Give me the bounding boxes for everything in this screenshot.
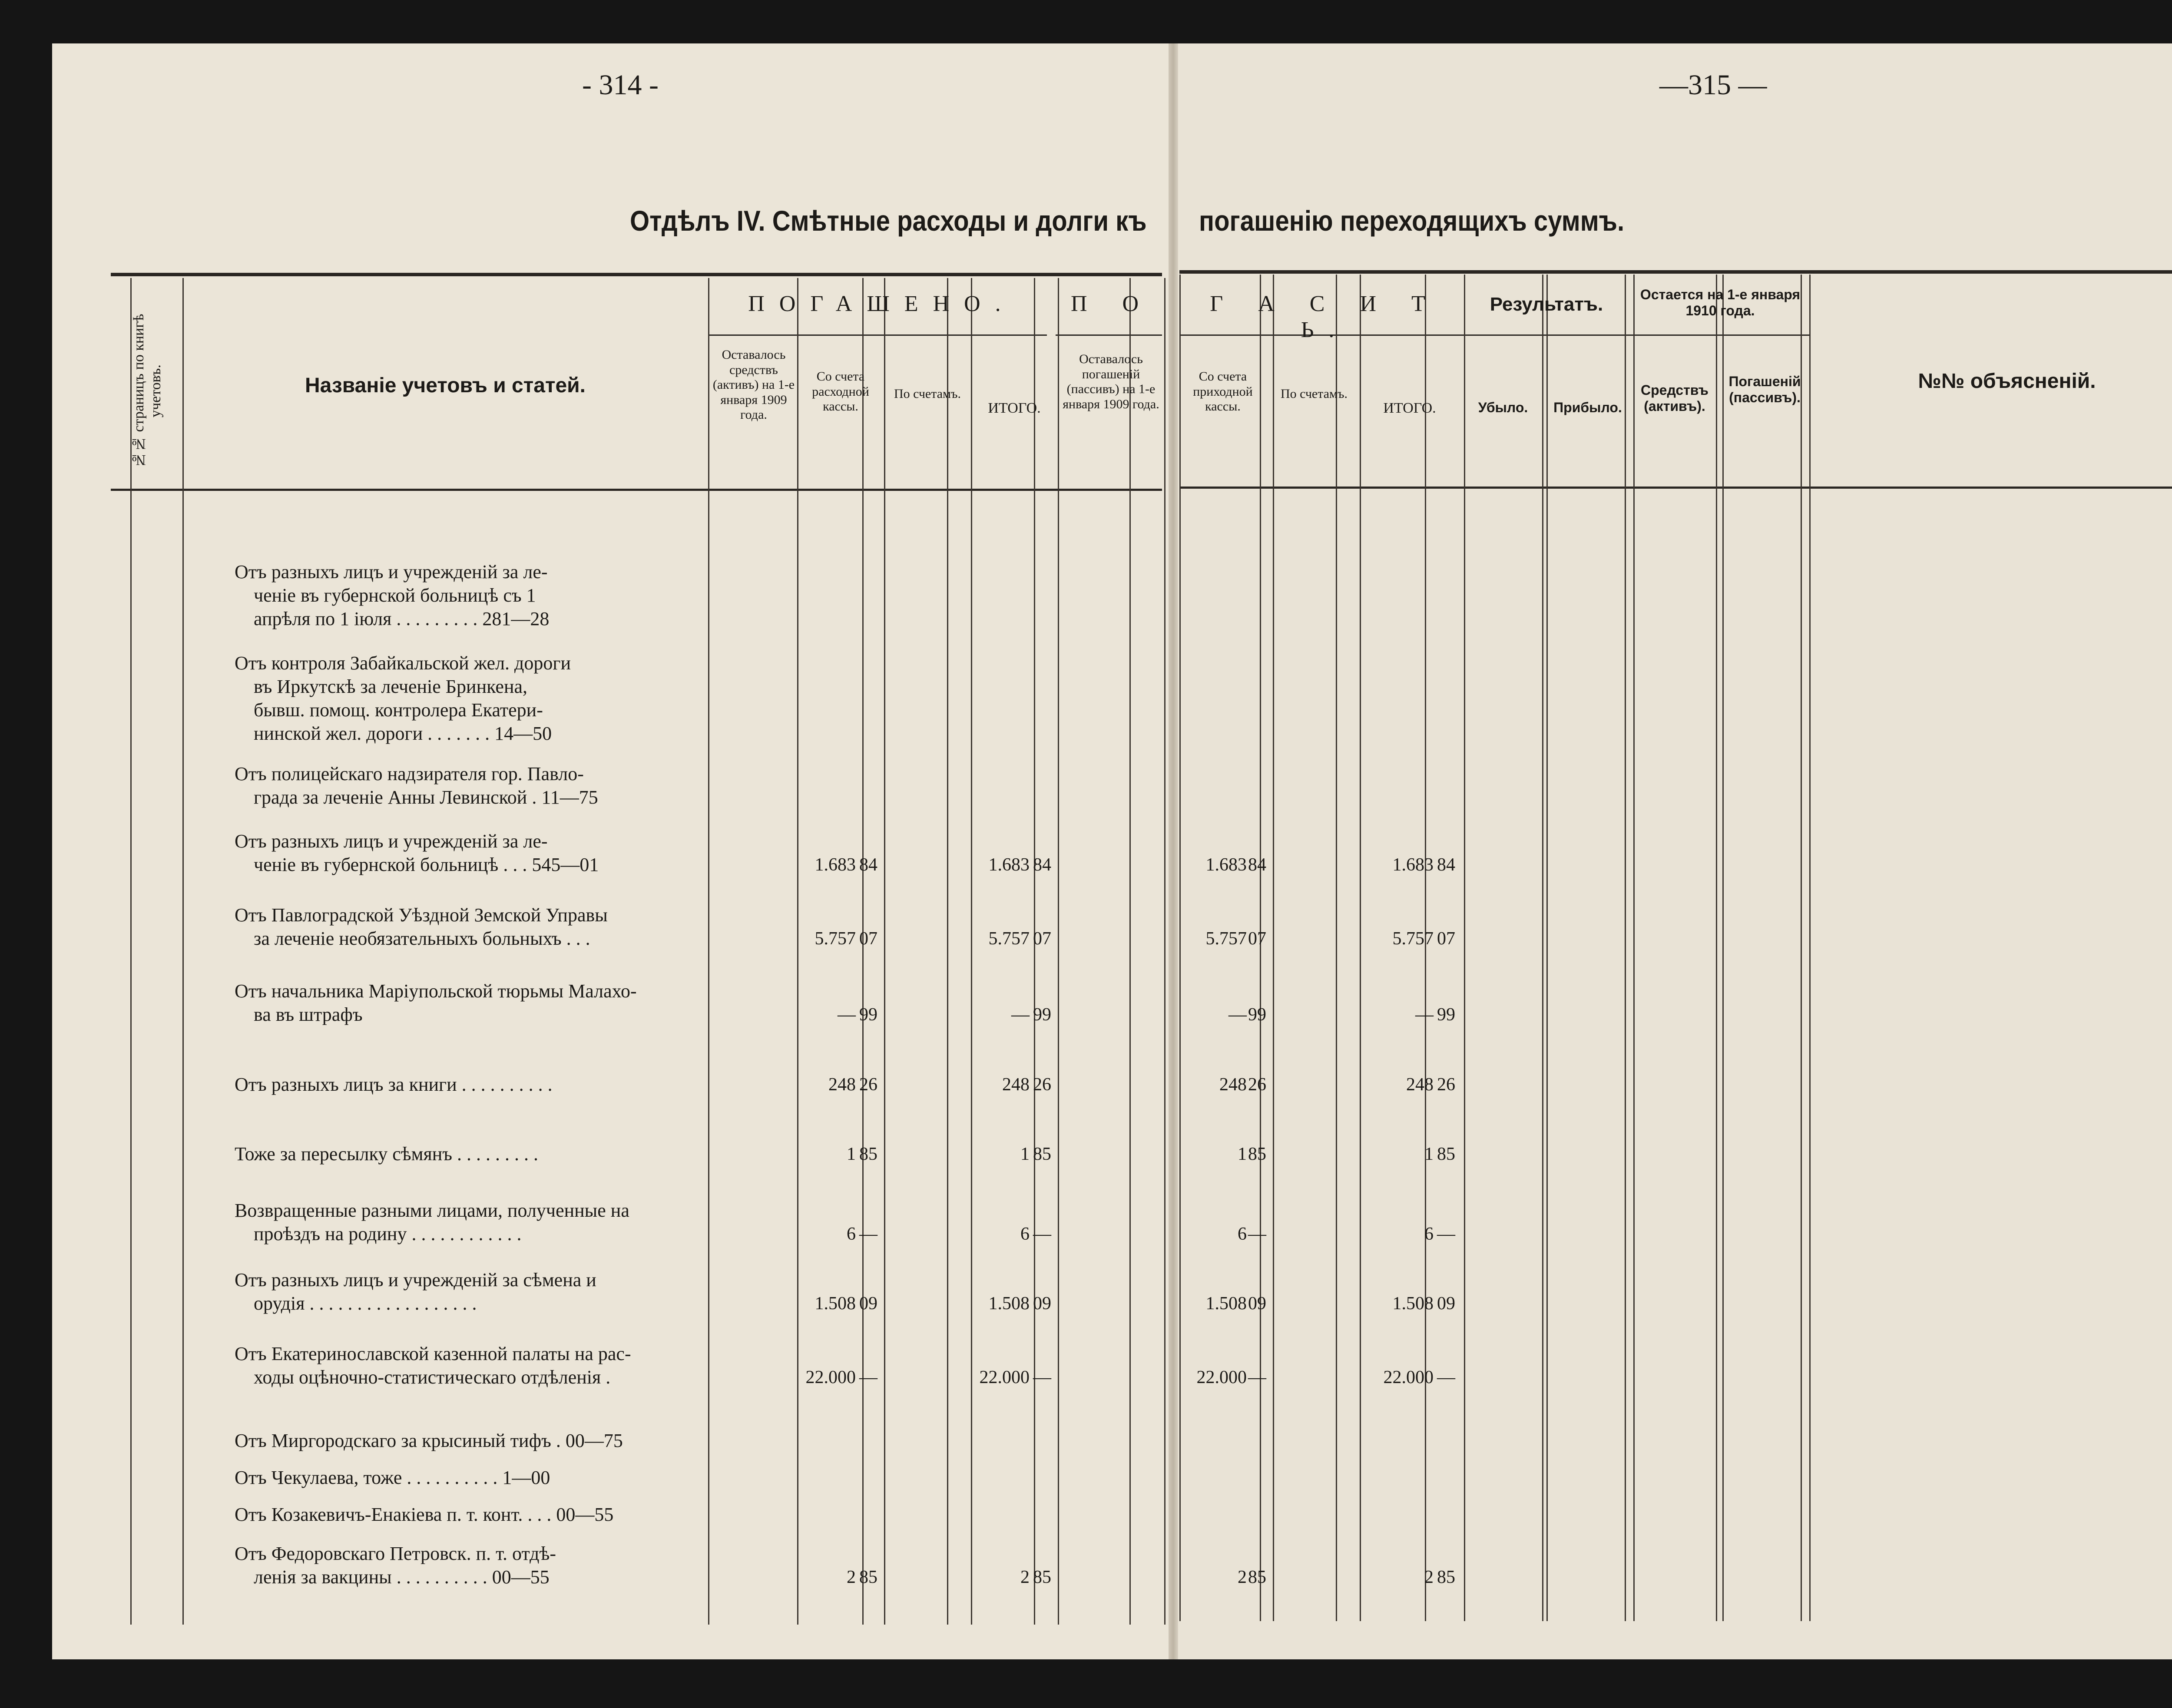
amount-cell: 84 — [1033, 855, 1051, 875]
row-label: Отъ Павлоградской Уѣздной Земской Управы за леченіе необязательныхъ больныхъ . . . — [235, 904, 608, 949]
amount-cell: — — [859, 1367, 877, 1387]
amount-cell: 85 — [1248, 1144, 1266, 1164]
amount-cell: 09 — [1033, 1294, 1051, 1314]
amount-cell: 22.000 — [1383, 1367, 1434, 1387]
grid-line — [1129, 278, 1131, 1625]
header-name: Названіе учетовъ и статей. — [305, 374, 586, 397]
amount-cell: 6 — [847, 1224, 856, 1244]
amount-cell: 1 — [1424, 1144, 1434, 1164]
grid-line — [1034, 278, 1035, 1625]
amount-cell: 6 — [1238, 1224, 1247, 1244]
col-ubylo: Убыло. — [1478, 400, 1528, 415]
amount-cell: 07 — [1437, 929, 1455, 949]
amount-cell: 5.757 — [1205, 929, 1247, 949]
amount-cell: 09 — [859, 1294, 877, 1314]
amount-cell: 85 — [1437, 1567, 1455, 1587]
grid-line — [884, 278, 885, 1625]
title-right: погашенію переходящихъ суммъ. — [1199, 205, 1625, 237]
amount-cell: 248 — [1002, 1075, 1030, 1095]
amount-cell: 2 — [1020, 1567, 1030, 1587]
amount-cell: — — [1248, 1224, 1266, 1244]
amount-cell: 22.000 — [1196, 1367, 1247, 1387]
col-itogo: ИТОГО. — [988, 400, 1041, 416]
amount-cell: 85 — [1033, 1144, 1051, 1164]
amount-cell: 26 — [1033, 1075, 1051, 1095]
row-label: Отъ Козакевичъ-Енакіева п. т. конт. . . . 00—55 — [235, 1504, 614, 1525]
amount-cell: — — [859, 1224, 877, 1244]
col-po-schetam: По счетамъ. — [894, 387, 961, 401]
amount-cell: — — [1248, 1367, 1266, 1387]
grid-line — [1801, 275, 1802, 1621]
amount-cell: 1.683 — [988, 855, 1030, 875]
row-label: Отъ Миргородскаго за крысиный тифъ . 00—75 — [235, 1430, 623, 1451]
amount-cell: 85 — [1437, 1144, 1455, 1164]
col-pogasheniy: Погашеній (пассивъ). — [1728, 374, 1801, 405]
right-page-number: —315 — — [1659, 69, 1767, 101]
amount-cell: 84 — [1437, 855, 1455, 875]
header-remain: Остается на 1-е января 1910 года. — [1640, 287, 1801, 318]
amount-cell: 22.000 — [805, 1367, 856, 1387]
amount-cell: 84 — [1248, 855, 1266, 875]
amount-cell: 2 — [1424, 1567, 1434, 1587]
amount-cell: 6 — [1424, 1224, 1434, 1244]
header-result: Результатъ. — [1490, 294, 1603, 315]
sub-rule-1 — [1056, 334, 1162, 336]
grid-line — [1546, 275, 1548, 1621]
amount-cell: 248 — [1219, 1075, 1247, 1095]
amount-cell: — — [838, 1005, 856, 1025]
top-rule-right — [1179, 270, 2172, 274]
left-page-number: - 314 - — [582, 69, 659, 101]
amount-cell: 07 — [1248, 929, 1266, 949]
row-label: Отъ Чекулаева, тоже . . . . . . . . . . 1—00 — [235, 1467, 550, 1488]
row-label: Отъ разныхъ лицъ за книги . . . . . . . . . . — [235, 1074, 553, 1095]
grid-line — [971, 278, 972, 1625]
amount-cell: 09 — [1248, 1294, 1266, 1314]
amount-cell: 85 — [859, 1144, 877, 1164]
col-po-schetam2: По счетамъ. — [1280, 387, 1348, 401]
grid-line — [1058, 278, 1059, 1625]
grid-line — [182, 278, 184, 1625]
grid-line — [1633, 275, 1635, 1621]
amount-cell: 99 — [1437, 1005, 1455, 1025]
amount-cell: 248 — [1406, 1075, 1434, 1095]
amount-cell: 1 — [1238, 1144, 1247, 1164]
amount-cell: 26 — [1248, 1075, 1266, 1095]
grid-line — [1716, 275, 1717, 1621]
grid-line — [1336, 275, 1337, 1621]
right-page — [1173, 43, 2172, 1659]
amount-cell: 5.757 — [988, 929, 1030, 949]
col-rashod: Со счета расходной кассы. — [812, 369, 869, 414]
amount-cell: 1.508 — [988, 1294, 1030, 1314]
amount-cell: 1.508 — [1205, 1294, 1247, 1314]
amount-cell: 1.683 — [814, 855, 856, 875]
amount-cell: 85 — [1248, 1567, 1266, 1587]
header-pogasheno: ПОГАШЕНО. — [748, 291, 1016, 316]
amount-cell: 85 — [1033, 1567, 1051, 1587]
title-left: Отдѣлъ IV. Смѣтные расходы и долги къ — [630, 205, 1147, 237]
amount-cell: 1.508 — [814, 1294, 856, 1314]
grid-line — [1273, 275, 1274, 1621]
grid-line — [708, 278, 709, 1625]
row-label: Возвращенные разными лицами, полученные на проѣздъ на родину . . . . . . . . . . . . — [235, 1200, 629, 1245]
header-page-ref: №№ страницъ по книгѣ учетовъ. — [131, 314, 164, 468]
grid-line — [797, 278, 798, 1625]
amount-cell: — — [1011, 1005, 1030, 1025]
amount-cell: — — [1033, 1367, 1051, 1387]
header-pogasit-b: Г А С И Т Ь. — [1210, 291, 1440, 342]
amount-cell: 07 — [859, 929, 877, 949]
grid-line — [947, 278, 948, 1625]
amount-cell: 26 — [859, 1075, 877, 1095]
amount-cell: 1.508 — [1392, 1294, 1434, 1314]
row-label: Тоже за пересылку сѣмянъ . . . . . . . . . — [235, 1143, 539, 1165]
col-pogash: Оставалось погашеній (пассивъ) на 1-е января 1909 года. — [1063, 352, 1159, 411]
grid-line — [1542, 275, 1543, 1621]
amount-cell: 248 — [828, 1075, 856, 1095]
col-ostaval: Оставалось средствъ (активъ) на 1-е января 1909 года. — [712, 348, 795, 422]
amount-cell: 6 — [1020, 1224, 1030, 1244]
amount-cell: 99 — [1248, 1005, 1266, 1025]
amount-cell: 1 — [1020, 1144, 1030, 1164]
grid-line — [1625, 275, 1626, 1621]
grid-line — [1722, 275, 1724, 1621]
sub-rule-2 — [708, 334, 1047, 336]
amount-cell: 84 — [859, 855, 877, 875]
amount-cell: 1.683 — [1205, 855, 1247, 875]
row-label: Отъ контроля Забайкальской жел. дороги въ Иркутскѣ за леченіе Бринкена, бывш. помощ. контролера Екатери- нинской жел. дороги . . . . . . . 14—50 — [235, 652, 571, 744]
col-sredstv: Средствъ (активъ). — [1640, 382, 1708, 414]
col-prihod: Со счета приходной кассы. — [1193, 369, 1253, 414]
amount-cell: 85 — [859, 1567, 877, 1587]
grid-line — [1464, 275, 1465, 1621]
amount-cell: 5.757 — [1392, 929, 1434, 949]
row-label: Отъ Федоровскаго Петровск. п. т. отдѣ- ленія за вакцины . . . . . . . . . . 00—55 — [235, 1543, 556, 1588]
amount-cell: — — [1033, 1224, 1051, 1244]
col-pribylo: Прибыло. — [1553, 400, 1622, 415]
amount-cell: 1.683 — [1392, 855, 1434, 875]
header-explain: №№ объясненій. — [1918, 370, 2096, 393]
amount-cell: — — [1415, 1005, 1434, 1025]
left-page — [52, 43, 1182, 1659]
grid-line — [1809, 275, 1811, 1621]
amount-cell: 99 — [1033, 1005, 1051, 1025]
row-label: Отъ Екатеринославской казенной палаты на рас- ходы оцѣночно-статистическаго отдѣленія . — [235, 1343, 631, 1388]
grid-line — [862, 278, 864, 1625]
amount-cell: 09 — [1437, 1294, 1455, 1314]
amount-cell: — — [1437, 1367, 1455, 1387]
header-pogasit-a: П О — [1070, 291, 1154, 316]
amount-cell: 2 — [847, 1567, 856, 1587]
amount-cell: 99 — [859, 1005, 877, 1025]
header-bottom-left — [111, 489, 1162, 491]
top-rule-left — [111, 273, 1162, 276]
amount-cell: 1 — [847, 1144, 856, 1164]
amount-cell: 26 — [1437, 1075, 1455, 1095]
col-itogo2: ИТОГО. — [1383, 400, 1436, 416]
amount-cell: — — [1228, 1005, 1247, 1025]
book-spine — [1169, 43, 1178, 1659]
grid-line — [1164, 278, 1165, 1625]
row-label: Отъ разныхъ лицъ и учрежденій за ле- ченіе въ губернской больницѣ . . . 545—01 — [235, 831, 599, 875]
row-label: Отъ полицейскаго надзирателя гор. Павло- града за леченіе Анны Левинской . 11—75 — [235, 763, 598, 808]
amount-cell: — — [1437, 1224, 1455, 1244]
amount-cell: 22.000 — [979, 1367, 1030, 1387]
row-label: Отъ разныхъ лицъ и учрежденій за ле- ченіе въ губернской больницѣ съ 1 апрѣля по 1 іюля . . . . . . . . . 281—28 — [235, 561, 550, 629]
amount-cell: 2 — [1238, 1567, 1247, 1587]
amount-cell: 5.757 — [814, 929, 856, 949]
row-label: Отъ начальника Маріупольской тюрьмы Малахо- ва въ штрафъ — [235, 980, 637, 1025]
grid-line — [130, 278, 132, 1625]
amount-cell: 07 — [1033, 929, 1051, 949]
row-label: Отъ разныхъ лицъ и учрежденій за сѣмена и орудія . . . . . . . . . . . . . . . . . . — [235, 1269, 596, 1314]
header-bottom-right — [1179, 487, 2172, 489]
